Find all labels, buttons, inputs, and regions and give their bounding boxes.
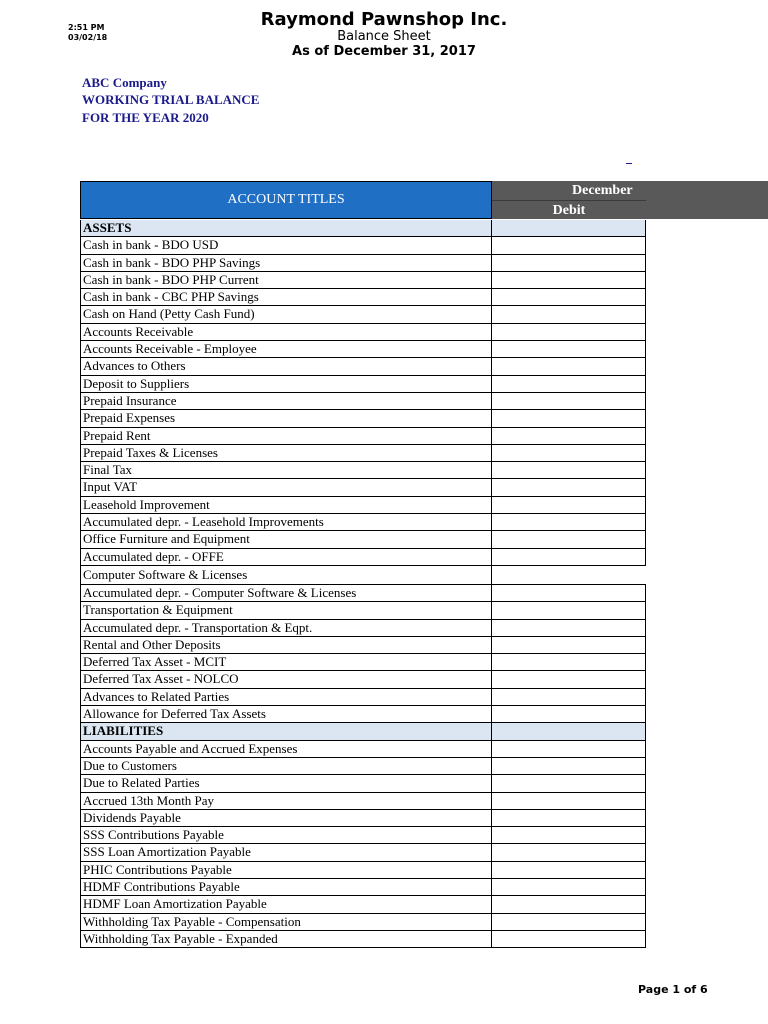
debit-cell bbox=[492, 289, 646, 306]
account-title-cell: Cash in bank - BDO USD bbox=[80, 237, 492, 254]
debit-cell bbox=[492, 514, 646, 531]
debit-cell bbox=[492, 237, 646, 254]
table-row bbox=[80, 462, 646, 479]
column-header-debit-row bbox=[492, 200, 768, 219]
report-title: Raymond Pawnshop Inc. bbox=[260, 9, 508, 30]
table-row bbox=[80, 931, 646, 948]
account-title-cell: Accumulated depr. - Leasehold Improvements bbox=[80, 514, 492, 531]
account-title-cell: Accounts Receivable bbox=[80, 324, 492, 341]
column-header-period bbox=[492, 181, 768, 200]
debit-cell bbox=[492, 810, 646, 827]
debit-cell bbox=[492, 306, 646, 323]
section-row bbox=[80, 723, 646, 740]
debit-cell bbox=[492, 602, 646, 619]
table-row bbox=[80, 428, 646, 445]
debit-cell bbox=[492, 620, 646, 637]
debit-cell bbox=[492, 827, 646, 844]
debit-cell bbox=[492, 637, 646, 654]
account-title-cell: Computer Software & Licenses bbox=[80, 566, 492, 585]
debit-cell bbox=[492, 220, 646, 237]
table-row bbox=[80, 862, 646, 879]
report-subtitle: Balance Sheet bbox=[337, 29, 431, 44]
debit-cell bbox=[492, 479, 646, 496]
account-title-cell: Accrued 13th Month Pay bbox=[80, 793, 492, 810]
account-title-cell: Due to Customers bbox=[80, 758, 492, 775]
account-title-cell: Transportation & Equipment bbox=[80, 602, 492, 619]
account-title-cell: Prepaid Rent bbox=[80, 428, 492, 445]
table-row bbox=[80, 741, 646, 758]
debit-cell bbox=[492, 324, 646, 341]
debit-cell bbox=[492, 793, 646, 810]
account-title-cell: Office Furniture and Equipment bbox=[80, 531, 492, 548]
account-title-cell: SSS Contributions Payable bbox=[80, 827, 492, 844]
account-title-cell: Accounts Payable and Accrued Expenses bbox=[80, 741, 492, 758]
report-period: FOR THE YEAR 2020 bbox=[82, 110, 209, 125]
table-row bbox=[80, 393, 646, 410]
table-row bbox=[80, 637, 646, 654]
table-row bbox=[80, 827, 646, 844]
account-title-cell: Cash in bank - BDO PHP Savings bbox=[80, 255, 492, 272]
table-row bbox=[80, 410, 646, 427]
account-title-cell: Advances to Others bbox=[80, 358, 492, 375]
debit-cell bbox=[492, 914, 646, 931]
debit-cell bbox=[492, 255, 646, 272]
table-row bbox=[80, 376, 646, 393]
table-row bbox=[80, 549, 646, 566]
table-row bbox=[80, 445, 646, 462]
debit-cell bbox=[492, 445, 646, 462]
account-title-cell: PHIC Contributions Payable bbox=[80, 862, 492, 879]
debit-cell bbox=[492, 410, 646, 427]
debit-cell bbox=[492, 931, 646, 948]
section-heading: LIABILITIES bbox=[80, 723, 492, 740]
debit-cell bbox=[492, 879, 646, 896]
account-title-cell: Accumulated depr. - Transportation & Eqpt. bbox=[80, 620, 492, 637]
account-title-cell: Due to Related Parties bbox=[80, 775, 492, 792]
table-row bbox=[80, 896, 646, 913]
account-title-cell: Cash on Hand (Petty Cash Fund) bbox=[80, 306, 492, 323]
debit-cell bbox=[492, 758, 646, 775]
debit-cell bbox=[492, 723, 646, 740]
account-title-cell: Deferred Tax Asset - NOLCO bbox=[80, 671, 492, 688]
table-row bbox=[80, 620, 646, 637]
account-title-cell: Leasehold Improvement bbox=[80, 497, 492, 514]
table-row bbox=[80, 531, 646, 548]
table-row bbox=[80, 237, 646, 254]
table-row bbox=[80, 810, 646, 827]
debit-cell bbox=[492, 376, 646, 393]
account-rows bbox=[80, 220, 646, 948]
working-trial-balance-heading: WORKING TRIAL BALANCE bbox=[82, 92, 260, 107]
account-title-cell: Deposit to Suppliers bbox=[80, 376, 492, 393]
account-title-cell: HDMF Loan Amortization Payable bbox=[80, 896, 492, 913]
debit-cell bbox=[492, 896, 646, 913]
debit-cell bbox=[492, 775, 646, 792]
period-label: December bbox=[572, 183, 633, 198]
table-row bbox=[80, 758, 646, 775]
table-row bbox=[80, 514, 646, 531]
account-title-cell: Accumulated depr. - Computer Software & Licenses bbox=[80, 585, 492, 602]
account-title-cell: Accounts Receivable - Employee bbox=[80, 341, 492, 358]
account-title-cell: Cash in bank - CBC PHP Savings bbox=[80, 289, 492, 306]
table-row bbox=[80, 914, 646, 931]
table-row bbox=[80, 793, 646, 810]
report-as-of: As of December 31, 2017 bbox=[292, 44, 476, 59]
debit-cell bbox=[492, 549, 646, 566]
debit-cell bbox=[492, 393, 646, 410]
debit-cell bbox=[492, 862, 646, 879]
account-title-cell: SSS Loan Amortization Payable bbox=[80, 844, 492, 861]
account-titles-label: ACCOUNT TITLES bbox=[227, 192, 345, 207]
table-row bbox=[80, 775, 646, 792]
table-row bbox=[80, 671, 646, 688]
table-row bbox=[80, 358, 646, 375]
debit-cell bbox=[492, 566, 646, 585]
table-row bbox=[80, 324, 646, 341]
account-title-cell: Advances to Related Parties bbox=[80, 689, 492, 706]
table-row bbox=[80, 289, 646, 306]
table-row bbox=[80, 879, 646, 896]
account-title-cell: Allowance for Deferred Tax Assets bbox=[80, 706, 492, 723]
account-title-cell: Prepaid Expenses bbox=[80, 410, 492, 427]
debit-cell bbox=[492, 654, 646, 671]
table-row bbox=[80, 844, 646, 861]
page-number: Page 1 of 6 bbox=[638, 983, 708, 996]
table-row bbox=[80, 566, 646, 585]
section-row bbox=[80, 220, 646, 237]
table-row bbox=[80, 255, 646, 272]
table-row bbox=[80, 272, 646, 289]
table-header bbox=[80, 181, 768, 221]
debit-cell bbox=[492, 358, 646, 375]
debit-cell bbox=[492, 706, 646, 723]
account-title-cell: Prepaid Taxes & Licenses bbox=[80, 445, 492, 462]
table-row bbox=[80, 706, 646, 723]
account-title-cell: Accumulated depr. - OFFE bbox=[80, 549, 492, 566]
debit-cell bbox=[492, 531, 646, 548]
debit-cell bbox=[492, 428, 646, 445]
section-heading: ASSETS bbox=[80, 220, 492, 237]
account-title-cell: Withholding Tax Payable - Expanded bbox=[80, 931, 492, 948]
table-row bbox=[80, 341, 646, 358]
table-row bbox=[80, 602, 646, 619]
print-date: 03/02/18 bbox=[68, 33, 108, 42]
table-row bbox=[80, 479, 646, 496]
table-row bbox=[80, 497, 646, 514]
debit-cell bbox=[492, 462, 646, 479]
debit-cell bbox=[492, 272, 646, 289]
account-title-cell: HDMF Contributions Payable bbox=[80, 879, 492, 896]
account-title-cell: Final Tax bbox=[80, 462, 492, 479]
account-title-cell: Prepaid Insurance bbox=[80, 393, 492, 410]
account-title-cell: Input VAT bbox=[80, 479, 492, 496]
account-title-cell: Rental and Other Deposits bbox=[80, 637, 492, 654]
account-title-cell: Deferred Tax Asset - MCIT bbox=[80, 654, 492, 671]
debit-cell bbox=[492, 585, 646, 602]
table-row bbox=[80, 585, 646, 602]
table-row bbox=[80, 654, 646, 671]
debit-cell bbox=[492, 741, 646, 758]
debit-cell bbox=[492, 341, 646, 358]
print-time: 2:51 PM bbox=[68, 23, 105, 32]
debit-cell bbox=[492, 844, 646, 861]
table-row bbox=[80, 306, 646, 323]
account-title-cell: Cash in bank - BDO PHP Current bbox=[80, 272, 492, 289]
table-row bbox=[80, 689, 646, 706]
cell-marker bbox=[626, 163, 632, 164]
account-title-cell: Dividends Payable bbox=[80, 810, 492, 827]
debit-cell bbox=[492, 671, 646, 688]
account-title-cell: Withholding Tax Payable - Compensation bbox=[80, 914, 492, 931]
column-header-debit: Debit bbox=[492, 200, 646, 220]
debit-cell bbox=[492, 689, 646, 706]
company-name: ABC Company bbox=[82, 75, 167, 90]
column-header-account-titles bbox=[80, 181, 492, 219]
debit-cell bbox=[492, 497, 646, 514]
